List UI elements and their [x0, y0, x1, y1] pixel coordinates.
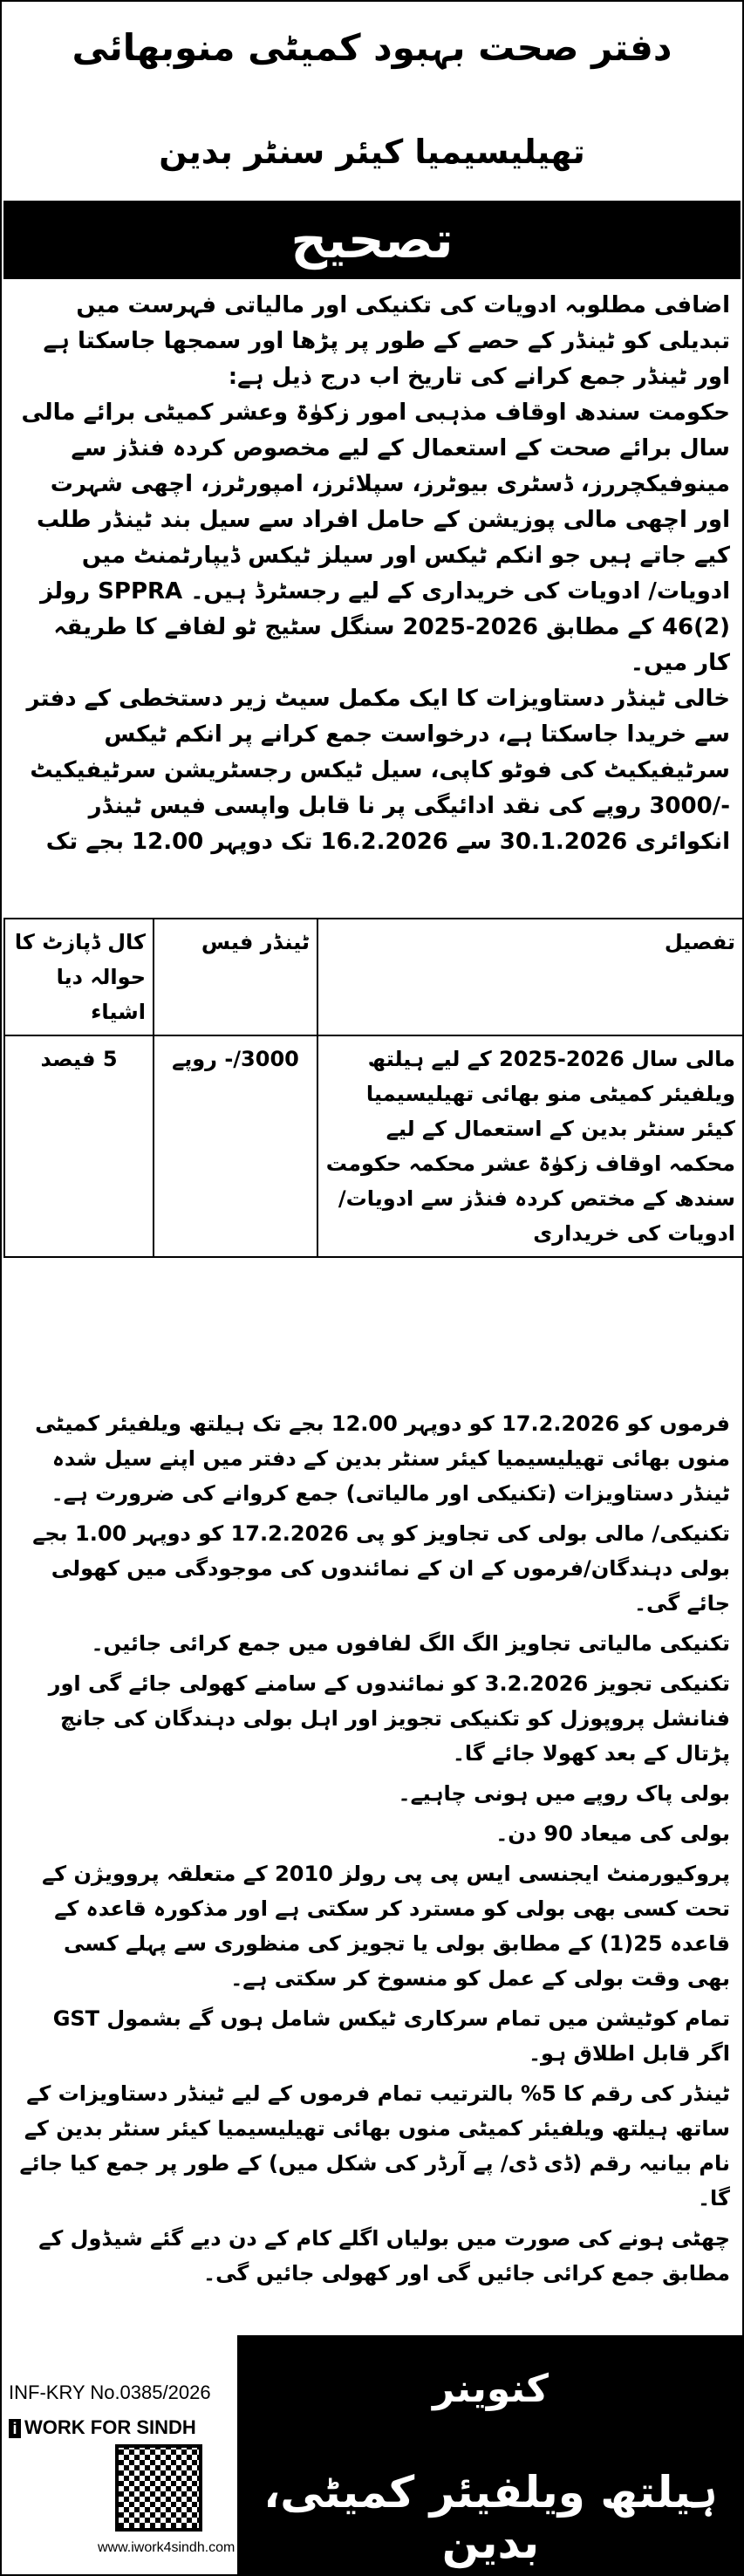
term-3: تکنیکی مالیاتی تجاویز الگ الگ لفافوں میں جمع کرائی جائیں۔: [91, 1631, 730, 1656]
convener-title: کنوینر: [433, 2367, 549, 2411]
reference-number: INF-KRY No.0385/2026: [9, 2381, 211, 2403]
terms-section: [14, 1406, 730, 2296]
header-detail: تفصیل: [317, 919, 743, 1035]
term-8: تمام کوٹیشن میں تمام سرکاری ٹیکس شامل ہوں گے بشمول GST اگر قابل اطلاق ہو۔: [52, 2006, 730, 2066]
brand-logo: [9, 2416, 196, 2439]
table-header-row: [4, 919, 743, 1035]
term-4: تکنیکی تجویز 3.2.2026 کو نمائندوں کے سامنے کھولی جائے گی اور فنانشل پروپوزل کو تکنیکی تجویز اور اہل بولی دہندگان کی جانچ پڑتال کے بعد کھولا جائے گا۔: [48, 1671, 730, 1766]
office-title: دفتر صحت بہبود کمیٹی منوبھائی: [72, 26, 672, 69]
term-2: تکنیکی/ مالی بولی کی تجاویز کو پی 17.2.2026 کو دوپہر 1.00 بجے بولی دہندگان/فرموں کے ان کے نمائندوں کی موجودگی میں کھولی جائے گی۔: [32, 1521, 730, 1616]
website-url: www.iwork4sindh.com: [98, 2540, 235, 2555]
intro-section: [14, 288, 730, 860]
term-9: ٹینڈر کی رقم کا 5% بالترتیب تمام فرموں کے لیے ٹینڈر دستاویزات کے ساتھ ہیلتھ ویلفیئر کمیٹی منوں بھائی تھیلیسیمیا کیئر سنٹر بدین کے نام بیانیہ رقم (ڈی ڈی/ پے آرڈر کی شکل میں) کے طور پر جمع کیا جائے گا۔: [19, 2081, 730, 2210]
cell-deposit: 5 فیصد: [4, 1035, 154, 1257]
corrigendum-banner: تصحیح: [3, 201, 741, 279]
intro-paragraph-1: اضافی مطلوبہ ادویات کی تکنیکی اور مالیاتی فہرست میں تبدیلی کو ٹینڈر کے حصے کے طور پر پڑھا اور سمجھا جاسکتا ہے اور ٹینڈر جمع کرانے کی تاریخ اب درج ذیل ہے:: [43, 292, 730, 390]
brand-text: WORK FOR SINDH: [24, 2416, 196, 2438]
center-title: تھیلیسیمیا کیئر سنٹر بدین: [159, 133, 585, 171]
brand-i-icon: i: [9, 2419, 21, 2438]
header-deposit: کال ڈپازٹ کا حوالہ دیا اشیاء: [4, 919, 154, 1035]
committee-name: ہیلتھ ویلفیئر کمیٹی، بدین: [263, 2467, 718, 2568]
header-fee: ٹینڈر فیس: [154, 919, 317, 1035]
qr-code-icon: [115, 2444, 202, 2532]
intro-paragraph-2: حکومت سندھ اوقاف مذہبی امور زکوٰۃ وعشر کمیٹی برائے مالی سال برائے صحت کے استعمال کے لیے مخصوص کردہ فنڈز سے مینوفیکچررز، ڈسٹری بیوٹرز، سپلائرز، امپورٹرز، اچھی شہرت اور اچھی مالی پوزیشن کے حامل افراد سے سیل بند ٹینڈر طلب کیے جاتے ہیں جو انکم ٹیکس اور سیلز ٹیکس ڈیپارٹمنٹ میں ادویات/ ادویات کی خریداری کے لیے رجسٹرڈ ہیں۔ SPPRA رولز (2)46 کے مطابق 2026-2025 سنگل سٹیج ٹو لفافے کا طریقہ کار میں۔: [21, 400, 730, 676]
term-7: پروکیورمنٹ ایجنسی ایس پی پی رولز 2010 کے متعلقہ پروویژن کے تحت کسی بھی بولی کو مسترد کر سکتی ہے اور مذکورہ قاعدہ کے قاعدہ 25(1) کے مطابق بولی یا تجویز کی منظوری سے پہلے کسی بھی وقت بولی کے عمل کو منسوخ کر سکتی ہے۔: [42, 1862, 730, 1991]
intro-paragraph-3: خالی ٹینڈر دستاویزات کا ایک مکمل سیٹ زیر دستخطی کے دفتر سے خریدا جاسکتا ہے، درخواست جمع کرانے پر انکم ٹیکس سرٹیفیکیٹ کی فوٹو کاپی، سیل ٹیکس رجسٹریشن سرٹیفیکیٹ -/3000 روپے کی نقد ادائیگی پر نا قابل واپسی فیس ٹینڈر انکوائری 30.1.2026 سے 16.2.2026 تک دوپہر 12.00 بجے تک: [26, 686, 730, 855]
cell-detail: مالی سال 2026-2025 کے لیے ہیلتھ ویلفیئر کمیٹی منو بھائی تھیلیسیمیا کیئر سنٹر بدین کے استعمال کے لیے محکمہ اوقاف زکوٰۃ عشر محکمہ حکومت سندھ کے مختص کردہ فنڈز سے ادویات/ادویات کی خریداری: [317, 1035, 743, 1257]
term-6: بولی کی میعاد 90 دن۔: [495, 1821, 730, 1846]
term-10: چھٹی ہونے کی صورت میں بولیاں اگلے کام کے دن دیے گئے شیڈول کے مطابق جمع کرائی جائیں گی اور کھولی جائیں گی۔: [38, 2226, 730, 2286]
signature-box: [237, 2335, 744, 2576]
table-row: [4, 1035, 743, 1257]
term-5: بولی پاک روپے میں ہونی چاہیے۔: [398, 1781, 730, 1806]
cell-fee: 3000/- روپے: [154, 1035, 317, 1257]
term-1: فرموں کو 17.2.2026 کو دوپہر 12.00 بجے تک ہیلتھ ویلفیئر کمیٹی منوں بھائی تھیلیسیمیا کیئر سنٹر بدین کے دفتر میں اپنے سیل شدہ ٹینڈر دستاویزات (تکنیکی اور مالیاتی) جمع کروانے کی ضرورت ہے۔: [35, 1411, 730, 1506]
tender-table: [3, 918, 744, 1258]
